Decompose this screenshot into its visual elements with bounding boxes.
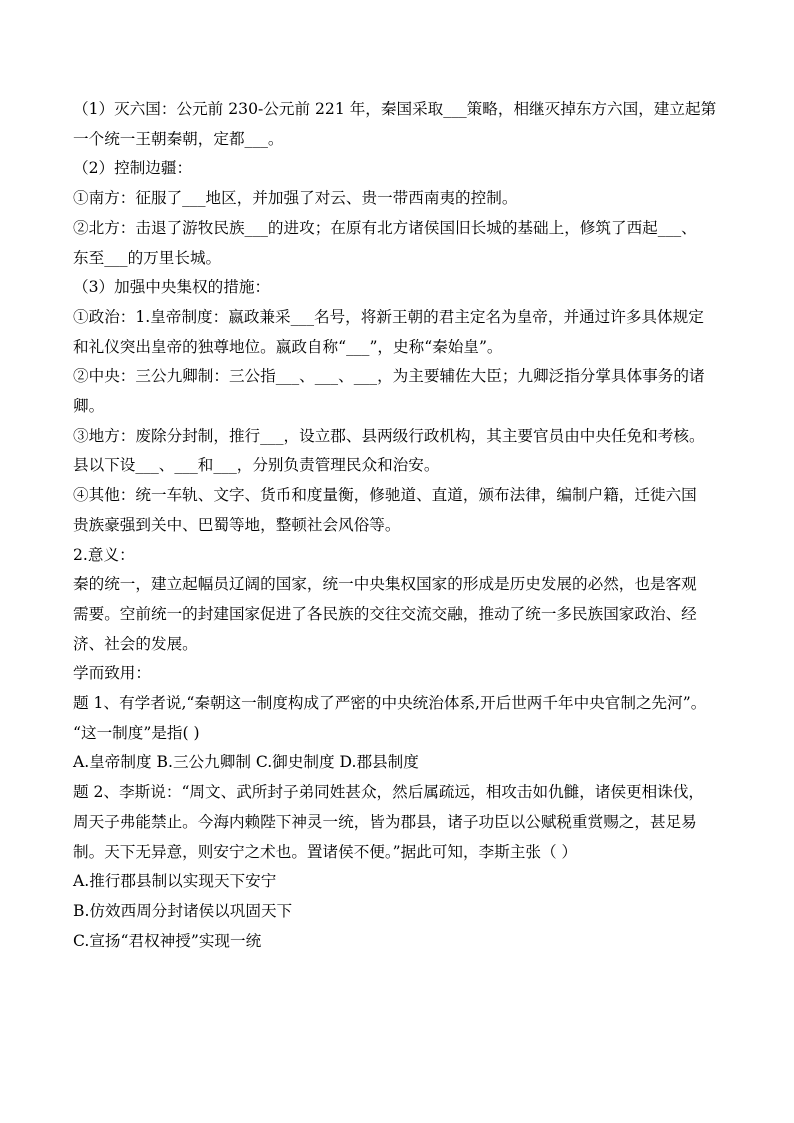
question-text: 题 1、有学者说,“秦朝这一制度构成了严密的中央统治体系,开后世两千年中央官制之先河”。 (73, 694, 707, 713)
question-text: 制。天下无异意，则安宁之术也。置诸侯不便。”据此可知，李斯主张（ ） (73, 842, 578, 861)
text-line: ①政治：1.皇帝制度：嬴政兼采___名号，将新王朝的君主定名为皇帝，并通过许多具体规定 (73, 307, 704, 326)
text-line: 济、社会的发展。 (73, 634, 198, 653)
answer-option: B.仿效西周分封诸侯以巩固天下 (73, 901, 293, 920)
document-page (73, 95, 721, 956)
text-line: 秦的统一，建立起幅员辽阔的国家，统一中央集权国家的形成是历史发展的必然，也是客观 (73, 575, 697, 594)
text-line: ②中央：三公九卿制：三公指___、___、___，为主要辅佐大臣；九卿泛指分掌具体事务的诸 (73, 367, 705, 386)
answer-option: C.宣扬“君权神授”实现一统 (73, 931, 262, 950)
text-line: ①南方：征服了___地区，并加强了对云、贵一带西南夷的控制。 (73, 189, 518, 208)
question-text: 周天子弗能禁止。今海内赖陛下神灵一统，皆为郡县，诸子功臣以公赋税重赏赐之，甚足易 (73, 812, 697, 831)
section-heading: 学而致用： (73, 664, 151, 683)
answer-option: A.推行郡县制以实现天下安宁 (73, 872, 277, 891)
text-line: 一个统一王朝秦朝，定都___。 (73, 129, 284, 148)
text-line: 县以下设___、___和___，分别负责管理民众和治安。 (73, 456, 440, 475)
text-line: 东至___的万里长城。 (73, 248, 222, 267)
text-line: 需要。空前统一的封建国家促进了各民族的交往交流交融，推动了统一多民族国家政治、经 (73, 604, 697, 623)
text-line: ④其他：统一车轨、文字、货币和度量衡，修驰道、直道，颁布法律，编制户籍，迁徙六国 (73, 486, 697, 505)
answer-options: A.皇帝制度 B.三公九卿制 C.御史制度 D.郡县制度 (73, 753, 419, 772)
text-line: ③地方：废除分封制，推行___，设立郡、县两级行政机构，其主要官员由中央任免和考核。 (73, 426, 705, 445)
text-line: 卿。 (73, 397, 105, 416)
text-line: （1）灭六国：公元前 230-公元前 221 年，秦国采取___策略，相继灭掉东方六国，建立起第 (73, 100, 717, 118)
question-text: “这一制度”是指( ) (73, 723, 200, 742)
section-heading: （2）控制边疆： (73, 159, 193, 178)
section-heading: （3）加强中央集权的措施： (73, 278, 271, 297)
text-line: 和礼仪突出皇帝的独尊地位。嬴政自称“___”，史称“秦始皇”。 (73, 337, 503, 356)
text-line: 贵族豪强到关中、巴蜀等地，整顿社会风俗等。 (73, 515, 401, 534)
section-heading: 2.意义： (73, 545, 135, 564)
question-text: 题 2、李斯说：“周文、武所封子弟同姓甚众，然后属疏远，相攻击如仇雠，诸侯更相诛伐， (73, 783, 705, 802)
text-line: ②北方：击退了游牧民族___的进攻；在原有北方诸侯国旧长城的基础上，修筑了西起___、 (73, 218, 697, 237)
